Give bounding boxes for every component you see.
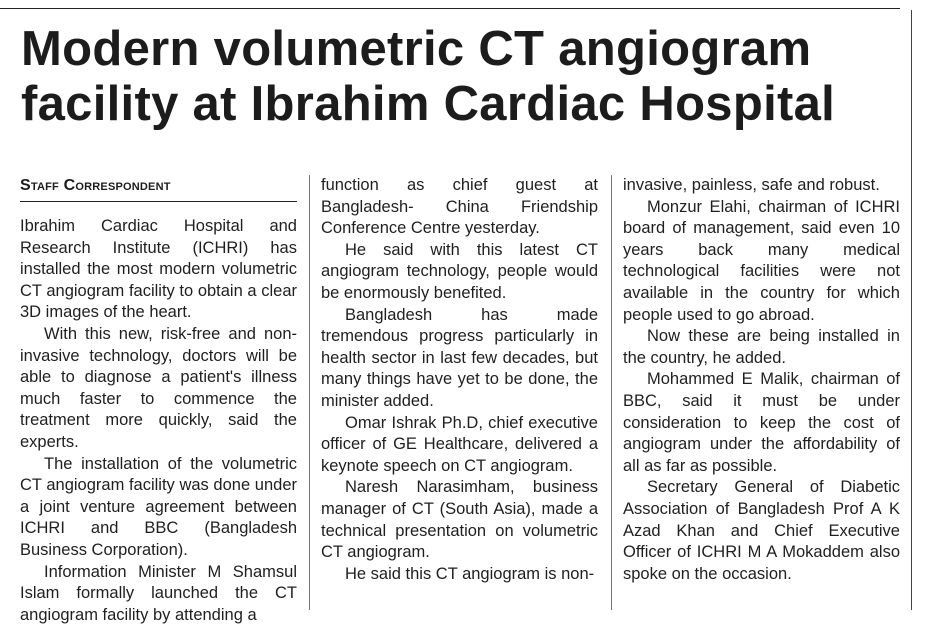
article-column-2 [321,175,598,585]
paragraph: Monzur Elahi, chairman of ICHRI board of management, said even 10 years back many medical technological facilities were not available in the country for which people used to go abroad. [623,197,900,327]
headline-line-2: facility at Ibrahim Cardiac Hospital [21,77,906,132]
headline-line-1: Modern volumetric CT angiogram [21,22,906,77]
paragraph: Bangladesh has made tremendous progress particularly in health sector in last few decades, but many things have yet to be done, the minister added. [321,305,598,413]
column-divider-2 [611,175,612,610]
right-column-rule [911,10,912,610]
paragraph: He said with this latest CT angiogram technology, people would be enormously benefited. [321,240,598,305]
paragraph: Information Minister M Shamsul Islam formally launched the CT angiogram facility by attending a [20,562,297,626]
paragraph: Omar Ishrak Ph.D, chief executive officer of GE Healthcare, delivered a keynote speech on CT angiogram. [321,413,598,478]
paragraph: Secretary General of Diabetic Association of Bangladesh Prof A K Azad Khan and Chief Executive Officer of ICHRI M A Mokaddem also spoke on the occasion. [623,477,900,585]
paragraph: invasive, painless, safe and robust. [623,175,900,197]
headline [21,22,906,132]
paragraph: Ibrahim Cardiac Hospital and Research Institute (ICHRI) has installed the most modern volumetric CT angiogram facility to obtain a clear 3D images of the heart. [20,216,297,324]
top-rule [0,8,900,9]
paragraph: function as chief guest at Bangladesh- China Friendship Conference Centre yesterday. [321,175,598,240]
byline: Staff Correspondent [20,175,297,202]
paragraph: He said this CT angiogram is non- [321,564,598,586]
article-column-3 [623,175,900,585]
paragraph: Mohammed E Malik, chairman of BBC, said it must be under consideration to keep the cost of angiogram under the affordability of all as far as possible. [623,369,900,477]
paragraph: Naresh Narasimham, business manager of CT (South Asia), made a technical presentation on volumetric CT angiogram. [321,477,598,563]
paragraph: Now these are being installed in the country, he added. [623,326,900,369]
article-column-1 [20,216,297,626]
paragraph: The installation of the volumetric CT angiogram facility was done under a joint venture agreement between ICHRI and BBC (Bangladesh Business Corporation). [20,454,297,562]
column-divider-1 [309,175,310,610]
paragraph: With this new, risk-free and non-invasive technology, doctors will be able to diagnose a patient's illness much faster to commence the treatment more quickly, said the experts. [20,324,297,454]
